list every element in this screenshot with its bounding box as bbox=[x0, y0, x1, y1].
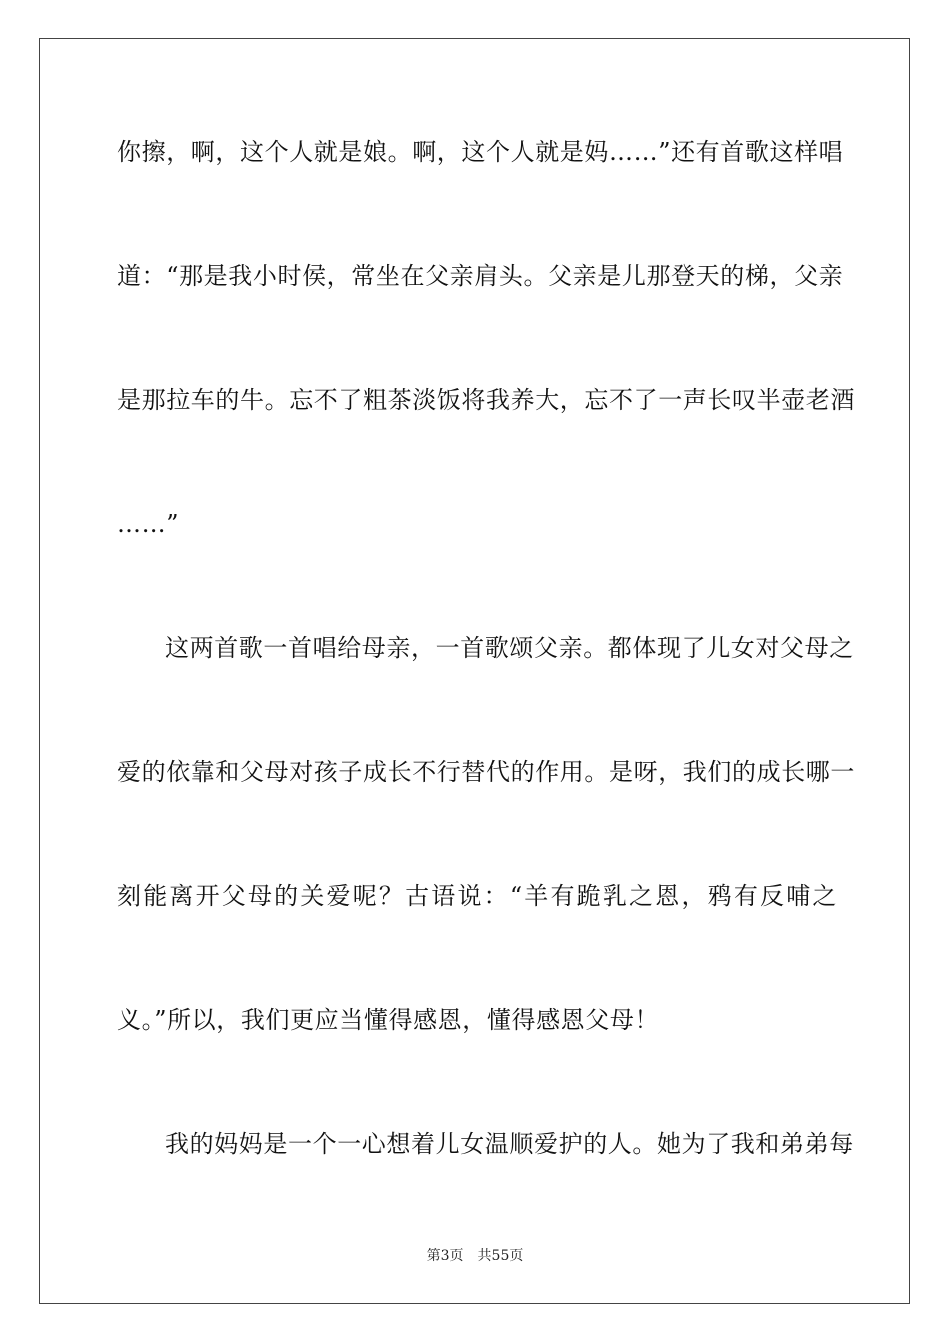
body-text-line: 你擦，啊，这个人就是娘。啊，这个人就是妈……”还有首歌这样唱 bbox=[117, 138, 844, 166]
page-number: 第3页 bbox=[426, 1248, 464, 1264]
body-text-line: 义。”所以，我们更应当懂得感恩，懂得感恩父母！ bbox=[117, 1006, 660, 1034]
body-text-line: 刻能离开父母的关爱呢？古语说：“羊有跪乳之恩，鸦有反哺之 bbox=[117, 882, 837, 910]
body-text-line: 道：“那是我小时侯，常坐在父亲肩头。父亲是儿那登天的梯，父亲 bbox=[117, 262, 844, 290]
page-border bbox=[39, 38, 910, 1304]
body-text-line: ……” bbox=[117, 510, 180, 538]
body-text-line: 是那拉车的牛。忘不了粗茶淡饭将我养大，忘不了一声长叹半壶老酒 bbox=[117, 386, 855, 414]
paragraph-first-line: 我的妈妈是一个一心想着儿女温顺爱护的人。她为了我和弟弟每 bbox=[165, 1130, 854, 1158]
total-pages: 共55页 bbox=[477, 1248, 524, 1264]
page-footer bbox=[0, 1247, 950, 1265]
body-text-line: 爱的依靠和父母对孩子成长不行替代的作用。是呀，我们的成长哪一 bbox=[117, 758, 855, 786]
paragraph-first-line: 这两首歌一首唱给母亲，一首歌颂父亲。都体现了儿女对父母之 bbox=[165, 634, 854, 662]
